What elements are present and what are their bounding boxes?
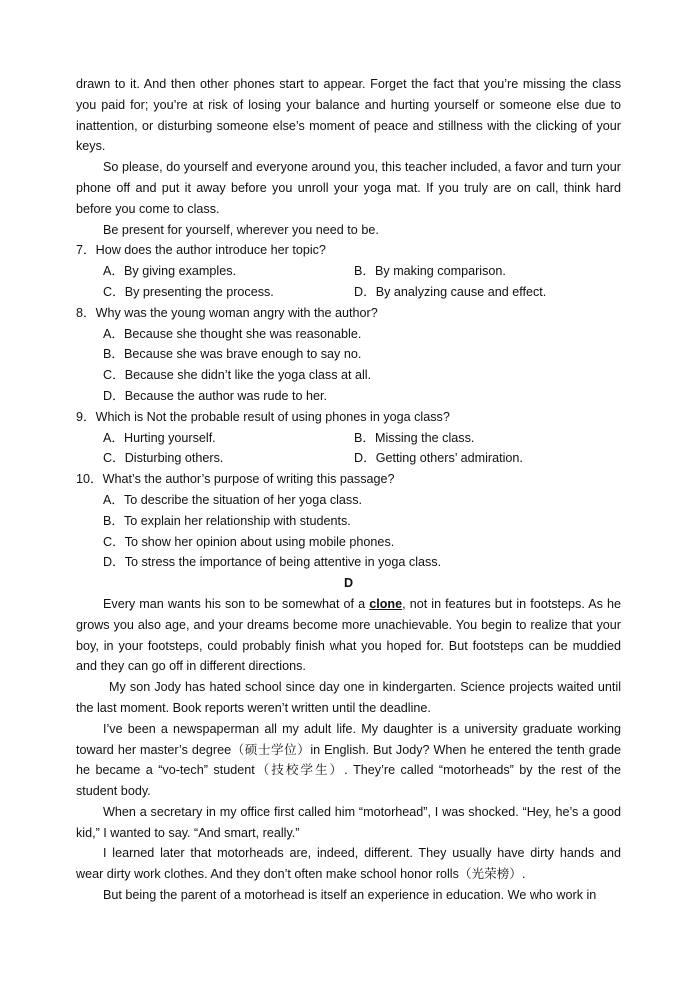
- vocabulary-keyword: clone: [369, 596, 403, 611]
- option-a: A．Hurting yourself.: [103, 430, 216, 445]
- question-stem: 9．Which is Not the probable result of using phones in yoga class?: [76, 409, 450, 424]
- document-page: [76, 74, 621, 906]
- option-b: B．Missing the class.: [354, 430, 475, 445]
- option-d: D．Getting others’ admiration.: [354, 451, 523, 466]
- passage-d-paragraph-1: [76, 594, 621, 677]
- question-7: [76, 240, 621, 302]
- question-9: [76, 407, 621, 469]
- option-a: A．To describe the situation of her yoga class.: [103, 492, 363, 507]
- option-c: C．Because she didn’t like the yoga class at all.: [103, 368, 372, 383]
- option-b: B．To explain her relationship with students.: [103, 513, 351, 528]
- passage-d-paragraph-4: When a secretary in my office first called him “motorhead”, I was shocked. “Hey, he’s a good kid,” I wanted to say. “And smart, really.”: [76, 804, 621, 840]
- passage-d-paragraph-3: I’ve been a newspaperman all my adult life. My daughter is a university graduate working toward her master’s degree（硕士学位）in English. But Jody? When he entered the tenth grade he became a “vo-tech” student（技校学生）. They’re called “motorheads” by the rest of the student body.: [76, 721, 621, 799]
- option-d: D．To stress the importance of being attentive in yoga class.: [103, 555, 442, 570]
- option-a: A．By giving examples.: [103, 264, 236, 279]
- passage-d-paragraph-5: I learned later that motorheads are, indeed, different. They usually have dirty hands and wear dirty work clothes. And they don’t often make school honor rolls（光荣榜）.: [76, 846, 621, 882]
- paragraph-text: , not in features but in footsteps. As he grows you also age, and your dreams become more unachievable. You begin to realize that your boy, in your footsteps, could probably finish what you hoped for. But footsteps can be muddied and they can go off in different directions.: [76, 596, 621, 674]
- passage-d-paragraph-2: My son Jody has hated school since day one in kindergarten. Science projects waited until the last moment. Book reports weren’t written until the deadline.: [76, 680, 621, 715]
- question-8: [76, 303, 621, 407]
- option-c: C．To show her opinion about using mobile phones.: [103, 534, 395, 549]
- question-stem: 7．How does the author introduce her topic?: [76, 243, 326, 258]
- option-b: B．By making comparison.: [354, 264, 506, 279]
- option-c: C．Disturbing others.: [103, 451, 224, 466]
- question-10: [76, 469, 621, 573]
- option-a: A．Because she thought she was reasonable.: [103, 326, 362, 341]
- option-d: D．By analyzing cause and effect.: [354, 284, 547, 299]
- passage-d-paragraph-6: But being the parent of a motorhead is itself an experience in education. We who work in: [103, 888, 597, 903]
- question-stem: 8．Why was the young woman angry with the author?: [76, 305, 378, 320]
- option-c: C．By presenting the process.: [103, 284, 274, 299]
- option-d: D．Because the author was rude to her.: [103, 388, 328, 403]
- option-b: B．Because she was brave enough to say no.: [103, 347, 362, 362]
- passage-c-paragraph-3: Be present for yourself, wherever you need to be.: [103, 222, 379, 237]
- paragraph-text: Every man wants his son to be somewhat of a: [103, 596, 370, 611]
- question-stem: 10．What’s the author’s purpose of writing this passage?: [76, 472, 395, 487]
- passage-c-paragraph-2: So please, do yourself and everyone around you, this teacher included, a favor and turn your phone off and put it away before you unroll your yoga mat. If you truly are on call, think hard before you come to class.: [76, 160, 621, 216]
- passage-c-paragraph-1: drawn to it. And then other phones start to appear. Forget the fact that you’re missing the class you paid for; you’re at risk of losing your balance and hurting yourself or someone else due to inattention, or disturbing someone else’s moment of peace and stillness with the clicking of your keys.: [76, 77, 621, 154]
- section-heading: D: [343, 576, 354, 591]
